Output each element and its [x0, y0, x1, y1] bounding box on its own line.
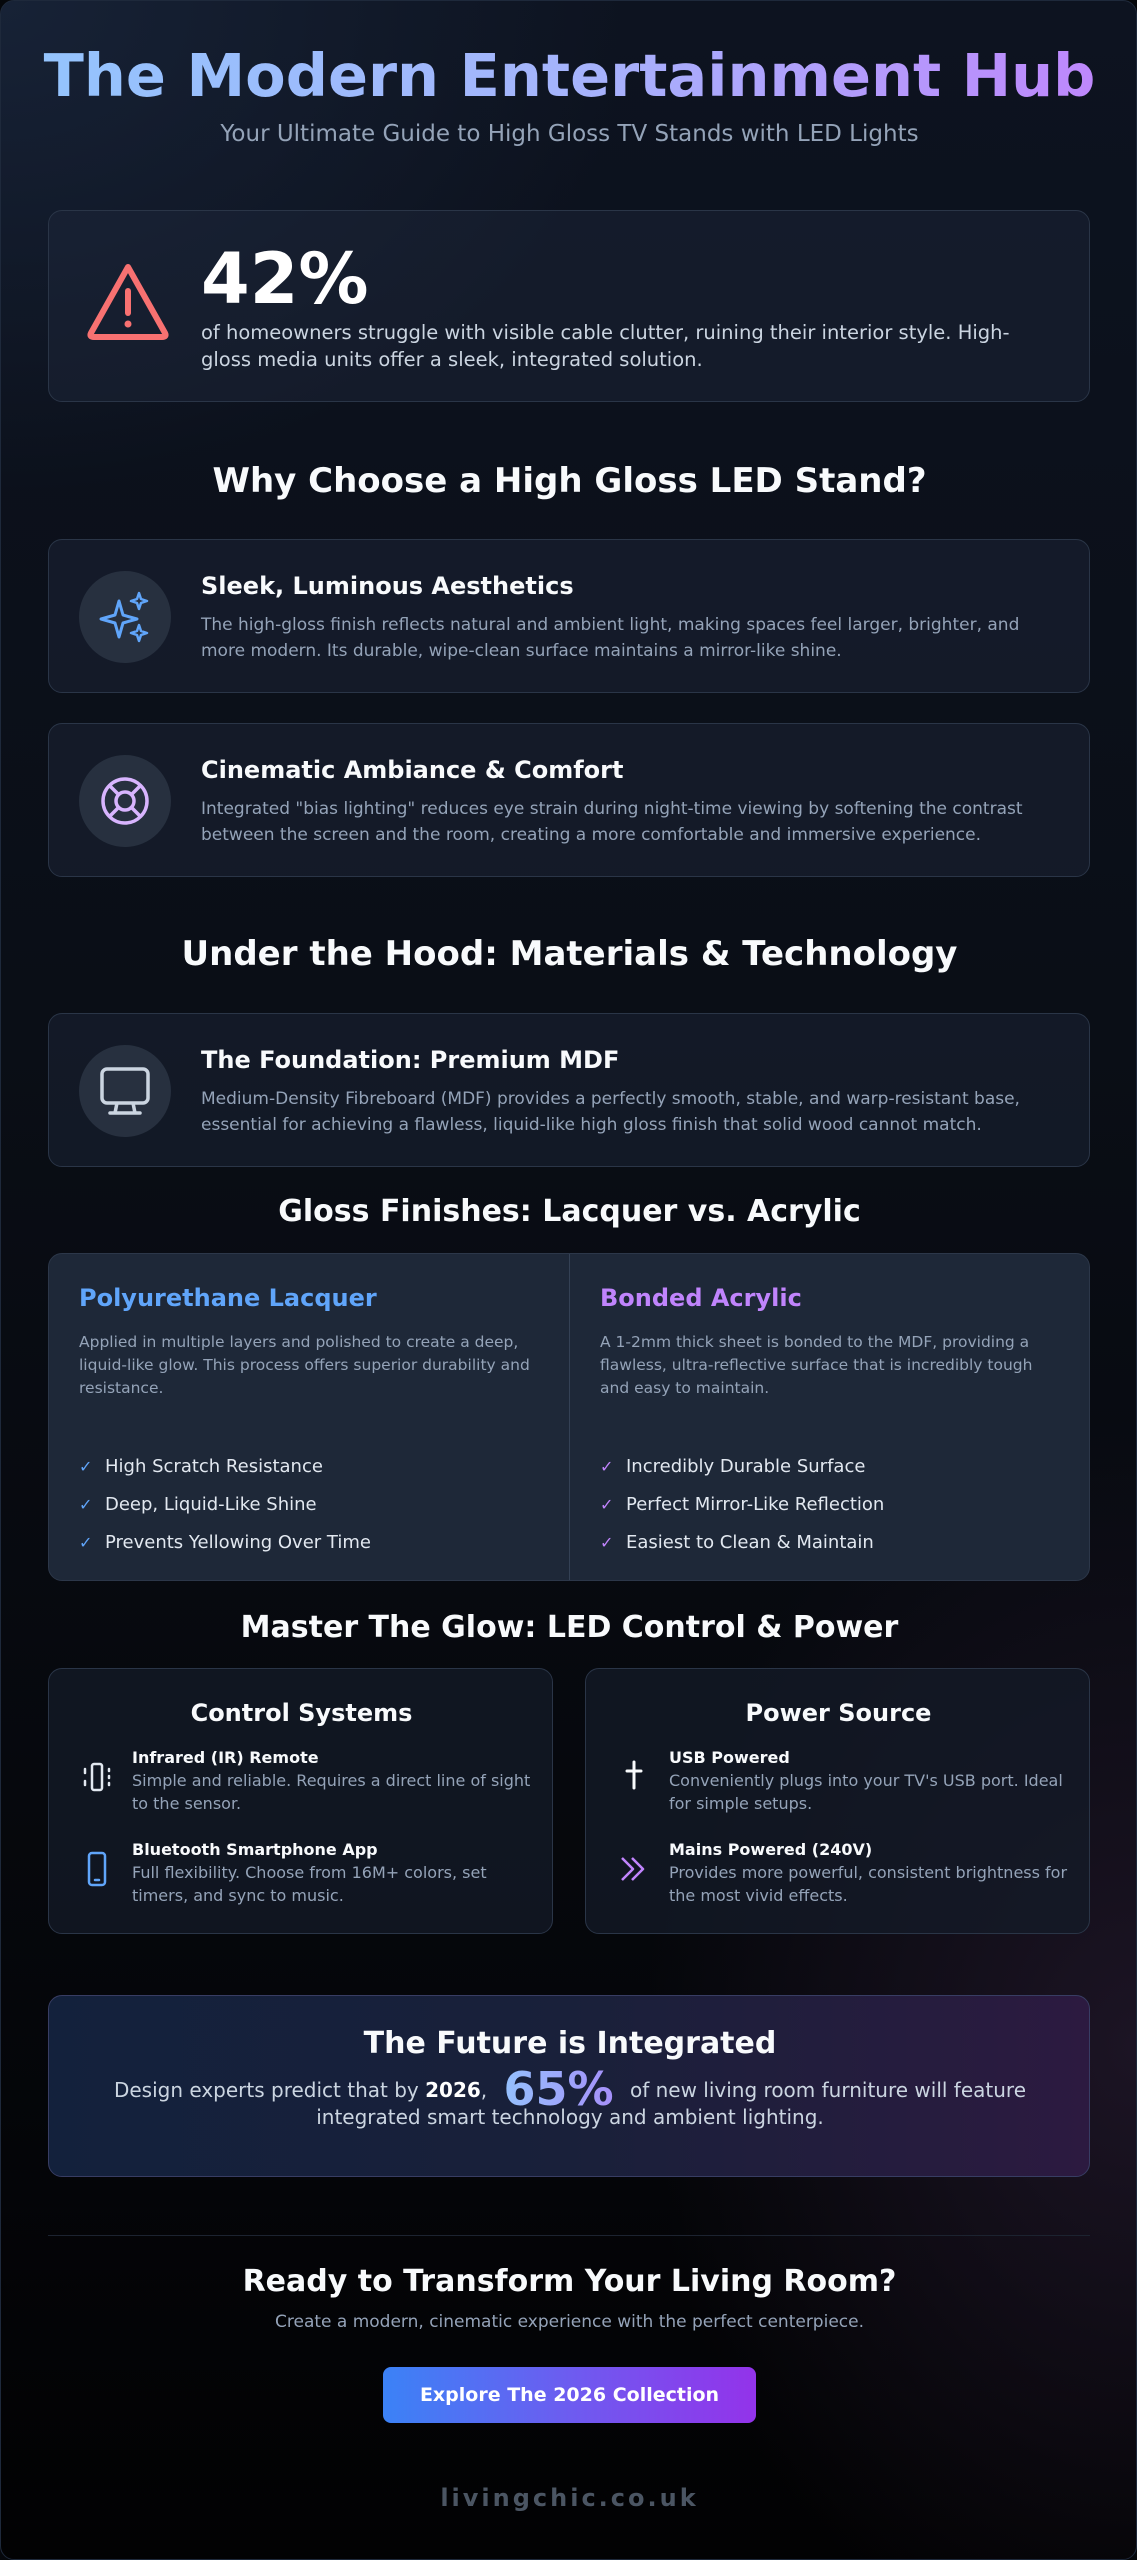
- why-section-title: Why Choose a High Gloss LED Stand?: [212, 461, 927, 501]
- feature-text: The high-gloss finish reflects natural and ambient light, making spaces feel larger, brighter, and more modern. Its durable, wipe-clean surface maintains a mirror-like shine.: [201, 615, 1020, 661]
- power-item-text: Provides more powerful, consistent brightness for the most vivid effects.: [669, 1863, 1068, 1905]
- sparkles-icon: [97, 589, 153, 645]
- future-text: Design experts predict that by 2026, 65% of new living room furniture will feature integrated smart technology and ambient lighting.: [113, 2062, 1027, 2129]
- stat-card: [48, 210, 1090, 402]
- feature-icon-wrap: [79, 571, 171, 663]
- check-icon: ✓: [79, 1533, 93, 1552]
- power-item-text: Conveniently plugs into your TV's USB port. Ideal for simple setups.: [669, 1771, 1063, 1813]
- page-title: The Modern Entertainment Hub: [1, 39, 1137, 113]
- materials-section-title: Under the Hood: Materials & Technology: [181, 934, 958, 974]
- cta-subtitle: Create a modern, cinematic experience with the perfect centerpiece.: [275, 2312, 864, 2332]
- acrylic-text: A 1-2mm thick sheet is bonded to the MDF, providing a flawless, ultra-reflective surface that is incredibly tough and easy to maintain.: [600, 1333, 1033, 1397]
- list-item: ✓ Prevents Yellowing Over Time: [79, 1524, 371, 1562]
- stat-value: 42%: [201, 238, 369, 320]
- future-percent: 65%: [494, 2062, 624, 2116]
- glow-title: Master The Glow: LED Control & Power: [240, 1610, 899, 1645]
- acrylic-column: [570, 1254, 1090, 1581]
- control-systems-panel: [48, 1668, 553, 1934]
- feature-card-ambiance: [48, 723, 1090, 877]
- foundation-text: Medium-Density Fibreboard (MDF) provides a perfectly smooth, stable, and warp-resistant base, essential for achieving a flawless, liquid-like high gloss finish that solid wood cannot match.: [201, 1089, 1020, 1135]
- remote-signal-icon: [77, 1757, 117, 1797]
- list-item: ✓ Perfect Mirror-Like Reflection: [600, 1486, 884, 1524]
- feature-card-aesthetics: [48, 539, 1090, 693]
- explore-collection-button[interactable]: Explore The 2026 Collection: [383, 2367, 756, 2423]
- future-year: 2026: [425, 2078, 481, 2102]
- power-source-panel: [585, 1668, 1090, 1934]
- check-icon: ✓: [600, 1457, 614, 1476]
- feature-icon-wrap: [79, 755, 171, 847]
- list-item: ✓ High Scratch Resistance: [79, 1448, 371, 1486]
- double-chevron-icon: [614, 1849, 654, 1889]
- control-item-title: Infrared (IR) Remote: [132, 1748, 319, 1767]
- warning-triangle-icon: [85, 261, 171, 341]
- lacquer-points: [79, 1448, 371, 1562]
- acrylic-points: [600, 1448, 884, 1562]
- panel-title: Power Source: [745, 1699, 932, 1727]
- finishes-title: Gloss Finishes: Lacquer vs. Acrylic: [278, 1194, 861, 1229]
- panel-title: Control Systems: [190, 1699, 413, 1727]
- control-item-title: Bluetooth Smartphone App: [132, 1840, 378, 1859]
- list-item: ✓ Deep, Liquid-Like Shine: [79, 1486, 371, 1524]
- usb-icon: [614, 1755, 654, 1795]
- footer-site-link[interactable]: livingchic.co.uk: [440, 2484, 699, 2512]
- list-item: ✓ Incredibly Durable Surface: [600, 1448, 884, 1486]
- monitor-icon: [97, 1063, 153, 1119]
- smartphone-icon: [77, 1849, 117, 1889]
- check-icon: ✓: [79, 1495, 93, 1514]
- feature-icon-wrap: [79, 1045, 171, 1137]
- control-item-text: Simple and reliable. Requires a direct line of sight to the sensor.: [132, 1771, 531, 1813]
- page-subtitle: Your Ultimate Guide to High Gloss TV Stands with LED Lights: [220, 121, 919, 147]
- finishes-comparison: [48, 1253, 1090, 1581]
- check-icon: ✓: [79, 1457, 93, 1476]
- acrylic-title: Bonded Acrylic: [600, 1284, 802, 1312]
- check-icon: ✓: [600, 1495, 614, 1514]
- feature-text: Integrated "bias lighting" reduces eye strain during night-time viewing by softening the contrast between the screen and the room, creating a more comfortable and immersive experience.: [201, 799, 1023, 845]
- list-item: ✓ Easiest to Clean & Maintain: [600, 1524, 884, 1562]
- foundation-title: The Foundation: Premium MDF: [201, 1046, 620, 1074]
- check-icon: ✓: [600, 1533, 614, 1552]
- lacquer-text: Applied in multiple layers and polished to create a deep, liquid-like glow. This process offers superior durability and resistance.: [79, 1333, 530, 1397]
- lacquer-title: Polyurethane Lacquer: [79, 1284, 377, 1312]
- foundation-card: [48, 1013, 1090, 1167]
- cta-title: Ready to Transform Your Living Room?: [242, 2264, 897, 2299]
- power-item-title: Mains Powered (240V): [669, 1840, 873, 1859]
- feature-title: Cinematic Ambiance & Comfort: [201, 756, 624, 784]
- power-item-title: USB Powered: [669, 1748, 790, 1767]
- feature-title: Sleek, Luminous Aesthetics: [201, 572, 574, 600]
- stat-description: of homeowners struggle with visible cable clutter, ruining their interior style. High-gloss media units offer a sleek, integrated solution.: [201, 321, 1010, 371]
- future-card: [48, 1995, 1090, 2177]
- control-item-text: Full flexibility. Choose from 16M+ colors, set timers, and sync to music.: [132, 1863, 487, 1905]
- lifebuoy-icon: [97, 773, 153, 829]
- future-title: The Future is Integrated: [363, 2026, 777, 2061]
- divider: [48, 2235, 1090, 2236]
- lacquer-column: [49, 1254, 569, 1581]
